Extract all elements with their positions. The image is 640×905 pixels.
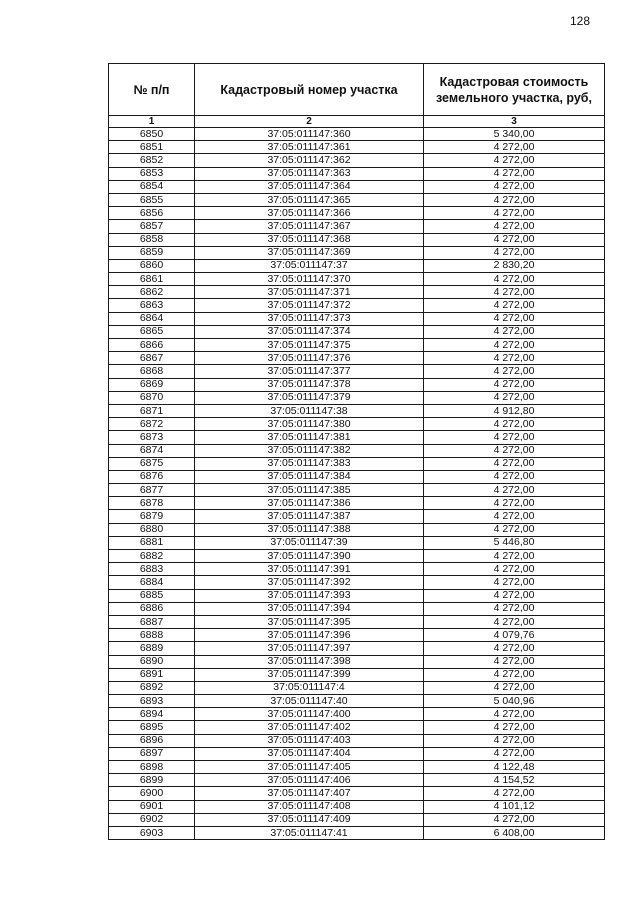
cadastral-number-cell: 37:05:011147:380 <box>195 418 424 431</box>
cadastral-value-cell: 4 272,00 <box>424 470 605 483</box>
cadastral-number-cell: 37:05:011147:398 <box>195 655 424 668</box>
cadastral-number-cell: 37:05:011147:391 <box>195 563 424 576</box>
row-number-cell: 6865 <box>109 325 195 338</box>
cadastral-number-cell: 37:05:011147:372 <box>195 299 424 312</box>
cadastral-value-cell: 4 272,00 <box>424 813 605 826</box>
cadastral-value-cell: 5 040,96 <box>424 695 605 708</box>
table-row <box>109 312 605 325</box>
cadastral-value-cell: 4 272,00 <box>424 708 605 721</box>
row-number-cell: 6888 <box>109 629 195 642</box>
column-number-2: 2 <box>195 116 424 128</box>
cadastral-number-cell: 37:05:011147:360 <box>195 128 424 141</box>
table-row <box>109 523 605 536</box>
table-row <box>109 141 605 154</box>
row-number-cell: 6891 <box>109 668 195 681</box>
cadastral-number-cell: 37:05:011147:377 <box>195 365 424 378</box>
cadastral-value-cell: 4 272,00 <box>424 286 605 299</box>
row-number-cell: 6898 <box>109 761 195 774</box>
cadastral-number-cell: 37:05:011147:376 <box>195 352 424 365</box>
row-number-cell: 6852 <box>109 154 195 167</box>
cadastral-number-cell: 37:05:011147:363 <box>195 167 424 180</box>
row-number-cell: 6857 <box>109 220 195 233</box>
row-number-cell: 6868 <box>109 365 195 378</box>
table-row <box>109 774 605 787</box>
cadastral-value-cell: 4 272,00 <box>424 681 605 694</box>
table-row <box>109 246 605 259</box>
table-row <box>109 787 605 800</box>
row-number-cell: 6883 <box>109 563 195 576</box>
cadastral-number-cell: 37:05:011147:366 <box>195 207 424 220</box>
column-number-3: 3 <box>424 116 605 128</box>
cadastral-number-cell: 37:05:011147:403 <box>195 734 424 747</box>
cadastral-value-cell: 4 272,00 <box>424 391 605 404</box>
table-row <box>109 391 605 404</box>
cadastral-value-cell: 4 101,12 <box>424 800 605 813</box>
row-number-cell: 6896 <box>109 734 195 747</box>
cadastral-value-cell: 4 272,00 <box>424 378 605 391</box>
header-cadastral-number: Кадастровый номер участка <box>195 64 424 116</box>
cadastral-number-cell: 37:05:011147:362 <box>195 154 424 167</box>
cadastral-value-cell: 4 272,00 <box>424 207 605 220</box>
table-body <box>109 128 605 840</box>
page-number: 128 <box>569 14 590 28</box>
cadastral-value-cell: 4 272,00 <box>424 589 605 602</box>
cadastral-number-cell: 37:05:011147:386 <box>195 497 424 510</box>
cadastral-value-cell: 4 272,00 <box>424 602 605 615</box>
table-row <box>109 220 605 233</box>
cadastral-value-cell: 4 272,00 <box>424 325 605 338</box>
row-number-cell: 6902 <box>109 813 195 826</box>
table-row <box>109 273 605 286</box>
cadastral-value-cell: 4 272,00 <box>424 576 605 589</box>
cadastral-value-cell: 4 272,00 <box>424 365 605 378</box>
cadastral-number-cell: 37:05:011147:409 <box>195 813 424 826</box>
cadastral-number-cell: 37:05:011147:383 <box>195 457 424 470</box>
table-row <box>109 589 605 602</box>
cadastral-number-cell: 37:05:011147:40 <box>195 695 424 708</box>
row-number-cell: 6874 <box>109 444 195 457</box>
row-number-cell: 6859 <box>109 246 195 259</box>
row-number-cell: 6886 <box>109 602 195 615</box>
row-number-cell: 6895 <box>109 721 195 734</box>
cadastral-value-cell: 5 340,00 <box>424 128 605 141</box>
cadastral-number-cell: 37:05:011147:400 <box>195 708 424 721</box>
table-row <box>109 207 605 220</box>
table-row <box>109 299 605 312</box>
cadastral-number-cell: 37:05:011147:369 <box>195 246 424 259</box>
row-number-cell: 6856 <box>109 207 195 220</box>
cadastral-value-cell: 4 272,00 <box>424 180 605 193</box>
row-number-cell: 6867 <box>109 352 195 365</box>
row-number-cell: 6863 <box>109 299 195 312</box>
cadastral-value-cell: 2 830,20 <box>424 259 605 272</box>
cadastral-value-cell: 4 272,00 <box>424 299 605 312</box>
table-row <box>109 444 605 457</box>
row-number-cell: 6890 <box>109 655 195 668</box>
row-number-cell: 6866 <box>109 339 195 352</box>
table-row <box>109 259 605 272</box>
cadastral-value-cell: 6 408,00 <box>424 826 605 839</box>
table-row <box>109 339 605 352</box>
cadastral-number-cell: 37:05:011147:399 <box>195 668 424 681</box>
header-cadastral-value: Кадастровая стоимость земельного участка, руб, <box>424 64 605 116</box>
row-number-cell: 6853 <box>109 167 195 180</box>
cadastral-number-cell: 37:05:011147:4 <box>195 681 424 694</box>
cadastral-number-cell: 37:05:011147:365 <box>195 193 424 206</box>
table-row <box>109 668 605 681</box>
table-header-row <box>109 64 605 116</box>
cadastral-number-cell: 37:05:011147:368 <box>195 233 424 246</box>
cadastral-value-cell: 4 272,00 <box>424 615 605 628</box>
cadastral-number-cell: 37:05:011147:381 <box>195 431 424 444</box>
cadastral-value-cell: 4 272,00 <box>424 655 605 668</box>
table-row <box>109 128 605 141</box>
table-row <box>109 193 605 206</box>
cadastral-number-cell: 37:05:011147:373 <box>195 312 424 325</box>
table-row <box>109 602 605 615</box>
cadastral-value-cell: 4 272,00 <box>424 141 605 154</box>
cadastral-value-cell: 4 272,00 <box>424 444 605 457</box>
table-row <box>109 418 605 431</box>
row-number-cell: 6893 <box>109 695 195 708</box>
cadastral-number-cell: 37:05:011147:388 <box>195 523 424 536</box>
table-row <box>109 708 605 721</box>
row-number-cell: 6885 <box>109 589 195 602</box>
cadastral-value-cell: 4 079,76 <box>424 629 605 642</box>
cadastral-value-cell: 4 272,00 <box>424 550 605 563</box>
row-number-cell: 6851 <box>109 141 195 154</box>
row-number-cell: 6854 <box>109 180 195 193</box>
row-number-cell: 6887 <box>109 615 195 628</box>
table-row <box>109 615 605 628</box>
cadastral-value-cell: 4 912,80 <box>424 404 605 417</box>
table-row <box>109 510 605 523</box>
table-row <box>109 325 605 338</box>
cadastral-number-cell: 37:05:011147:379 <box>195 391 424 404</box>
header-row-number: № п/п <box>109 64 195 116</box>
cadastral-number-cell: 37:05:011147:394 <box>195 602 424 615</box>
cadastral-number-cell: 37:05:011147:405 <box>195 761 424 774</box>
cadastral-value-cell: 4 272,00 <box>424 312 605 325</box>
column-number-1: 1 <box>109 116 195 128</box>
cadastral-number-cell: 37:05:011147:370 <box>195 273 424 286</box>
table-row <box>109 747 605 760</box>
row-number-cell: 6878 <box>109 497 195 510</box>
table-row <box>109 734 605 747</box>
cadastral-value-cell: 4 272,00 <box>424 352 605 365</box>
cadastral-value-table <box>108 63 605 840</box>
cadastral-value-cell: 4 272,00 <box>424 167 605 180</box>
row-number-cell: 6881 <box>109 536 195 549</box>
cadastral-value-cell: 4 272,00 <box>424 457 605 470</box>
cadastral-value-cell: 4 272,00 <box>424 642 605 655</box>
table-row <box>109 180 605 193</box>
cadastral-value-cell: 4 272,00 <box>424 510 605 523</box>
cadastral-number-cell: 37:05:011147:39 <box>195 536 424 549</box>
table-row <box>109 286 605 299</box>
cadastral-number-cell: 37:05:011147:382 <box>195 444 424 457</box>
row-number-cell: 6899 <box>109 774 195 787</box>
row-number-cell: 6879 <box>109 510 195 523</box>
table-row <box>109 629 605 642</box>
cadastral-number-cell: 37:05:011147:392 <box>195 576 424 589</box>
cadastral-number-cell: 37:05:011147:378 <box>195 378 424 391</box>
table-row <box>109 167 605 180</box>
table-row <box>109 655 605 668</box>
row-number-cell: 6884 <box>109 576 195 589</box>
row-number-cell: 6860 <box>109 259 195 272</box>
row-number-cell: 6897 <box>109 747 195 760</box>
table-row <box>109 576 605 589</box>
row-number-cell: 6889 <box>109 642 195 655</box>
row-number-cell: 6880 <box>109 523 195 536</box>
cadastral-number-cell: 37:05:011147:404 <box>195 747 424 760</box>
cadastral-value-cell: 4 272,00 <box>424 668 605 681</box>
cadastral-number-cell: 37:05:011147:41 <box>195 826 424 839</box>
cadastral-number-cell: 37:05:011147:384 <box>195 470 424 483</box>
row-number-cell: 6864 <box>109 312 195 325</box>
table-row <box>109 404 605 417</box>
table-row <box>109 536 605 549</box>
table-row <box>109 365 605 378</box>
cadastral-number-cell: 37:05:011147:390 <box>195 550 424 563</box>
row-number-cell: 6861 <box>109 273 195 286</box>
cadastral-value-cell: 4 272,00 <box>424 747 605 760</box>
row-number-cell: 6876 <box>109 470 195 483</box>
cadastral-number-cell: 37:05:011147:38 <box>195 404 424 417</box>
cadastral-value-cell: 4 272,00 <box>424 787 605 800</box>
table-row <box>109 497 605 510</box>
row-number-cell: 6877 <box>109 484 195 497</box>
table-row <box>109 721 605 734</box>
table-row <box>109 352 605 365</box>
row-number-cell: 6869 <box>109 378 195 391</box>
table-row <box>109 563 605 576</box>
cadastral-value-cell: 4 122,48 <box>424 761 605 774</box>
row-number-cell: 6870 <box>109 391 195 404</box>
cadastral-value-cell: 5 446,80 <box>424 536 605 549</box>
cadastral-number-cell: 37:05:011147:375 <box>195 339 424 352</box>
row-number-cell: 6855 <box>109 193 195 206</box>
table-row <box>109 550 605 563</box>
table-row <box>109 484 605 497</box>
cadastral-number-cell: 37:05:011147:387 <box>195 510 424 523</box>
table-row <box>109 154 605 167</box>
cadastral-value-cell: 4 154,52 <box>424 774 605 787</box>
cadastral-value-cell: 4 272,00 <box>424 273 605 286</box>
cadastral-value-cell: 4 272,00 <box>424 497 605 510</box>
cadastral-number-cell: 37:05:011147:395 <box>195 615 424 628</box>
cadastral-number-cell: 37:05:011147:393 <box>195 589 424 602</box>
row-number-cell: 6894 <box>109 708 195 721</box>
cadastral-value-cell: 4 272,00 <box>424 431 605 444</box>
cadastral-number-cell: 37:05:011147:396 <box>195 629 424 642</box>
row-number-cell: 6862 <box>109 286 195 299</box>
table-row <box>109 826 605 839</box>
table-row <box>109 233 605 246</box>
row-number-cell: 6850 <box>109 128 195 141</box>
table-row <box>109 761 605 774</box>
cadastral-number-cell: 37:05:011147:367 <box>195 220 424 233</box>
table-row <box>109 470 605 483</box>
row-number-cell: 6901 <box>109 800 195 813</box>
table-row <box>109 681 605 694</box>
cadastral-value-cell: 4 272,00 <box>424 339 605 352</box>
cadastral-number-cell: 37:05:011147:37 <box>195 259 424 272</box>
cadastral-value-cell: 4 272,00 <box>424 418 605 431</box>
row-number-cell: 6871 <box>109 404 195 417</box>
row-number-cell: 6875 <box>109 457 195 470</box>
cadastral-number-cell: 37:05:011147:374 <box>195 325 424 338</box>
cadastral-value-cell: 4 272,00 <box>424 154 605 167</box>
cadastral-number-cell: 37:05:011147:397 <box>195 642 424 655</box>
cadastral-value-cell: 4 272,00 <box>424 220 605 233</box>
column-number-row <box>109 116 605 128</box>
cadastral-value-cell: 4 272,00 <box>424 734 605 747</box>
cadastral-number-cell: 37:05:011147:406 <box>195 774 424 787</box>
row-number-cell: 6882 <box>109 550 195 563</box>
cadastral-value-cell: 4 272,00 <box>424 193 605 206</box>
cadastral-number-cell: 37:05:011147:402 <box>195 721 424 734</box>
row-number-cell: 6858 <box>109 233 195 246</box>
cadastral-number-cell: 37:05:011147:371 <box>195 286 424 299</box>
table-row <box>109 813 605 826</box>
row-number-cell: 6873 <box>109 431 195 444</box>
table-row <box>109 800 605 813</box>
row-number-cell: 6892 <box>109 681 195 694</box>
cadastral-value-cell: 4 272,00 <box>424 563 605 576</box>
row-number-cell: 6900 <box>109 787 195 800</box>
table-row <box>109 695 605 708</box>
cadastral-number-cell: 37:05:011147:385 <box>195 484 424 497</box>
cadastral-value-cell: 4 272,00 <box>424 246 605 259</box>
cadastral-number-cell: 37:05:011147:364 <box>195 180 424 193</box>
table-row <box>109 642 605 655</box>
table-row <box>109 431 605 444</box>
cadastral-value-cell: 4 272,00 <box>424 523 605 536</box>
cadastral-number-cell: 37:05:011147:407 <box>195 787 424 800</box>
cadastral-number-cell: 37:05:011147:361 <box>195 141 424 154</box>
cadastral-value-cell: 4 272,00 <box>424 233 605 246</box>
table-row <box>109 378 605 391</box>
cadastral-value-cell: 4 272,00 <box>424 484 605 497</box>
cadastral-number-cell: 37:05:011147:408 <box>195 800 424 813</box>
cadastral-value-cell: 4 272,00 <box>424 721 605 734</box>
table-row <box>109 457 605 470</box>
row-number-cell: 6872 <box>109 418 195 431</box>
row-number-cell: 6903 <box>109 826 195 839</box>
